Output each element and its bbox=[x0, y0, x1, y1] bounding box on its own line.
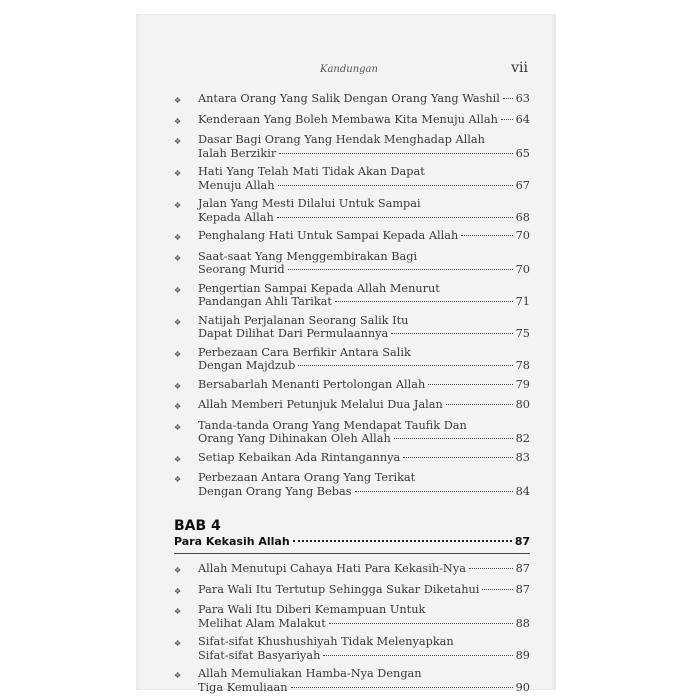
toc-entry bbox=[174, 282, 530, 309]
diamond-bullet-icon: ❖ bbox=[174, 96, 182, 105]
toc-entry-title: Melihat Alam Malakut bbox=[198, 616, 326, 630]
dot-leader bbox=[503, 98, 513, 99]
toc-entry bbox=[174, 133, 530, 160]
toc-entry-line bbox=[198, 617, 530, 631]
toc-entry-title: Allah Memberi Petunjuk Melalui Dua Jalan bbox=[198, 398, 443, 411]
toc-entry-text bbox=[198, 667, 530, 694]
toc-page-number: 78 bbox=[515, 359, 530, 372]
toc-entry-title: Para Wali Itu Tertutup Sehingga Sukar Diketahui bbox=[198, 582, 480, 596]
toc-page-number: 88 bbox=[515, 616, 530, 630]
toc-entry bbox=[174, 346, 530, 373]
toc-entry-text bbox=[198, 282, 530, 309]
toc-entry-line bbox=[198, 263, 530, 277]
dot-leader bbox=[461, 235, 512, 236]
toc-entry-text bbox=[198, 451, 530, 465]
dot-leader bbox=[291, 687, 513, 688]
toc-entry-line bbox=[198, 562, 530, 576]
toc-entry bbox=[174, 667, 530, 694]
toc-entry bbox=[174, 419, 530, 446]
toc-entry-line bbox=[198, 327, 530, 341]
dot-leader bbox=[391, 333, 512, 334]
toc-entry-line bbox=[198, 649, 530, 663]
diamond-bullet-icon: ❖ bbox=[174, 116, 182, 126]
toc-entry-title: Orang Yang Dihinakan Oleh Allah bbox=[198, 432, 391, 445]
toc-entry-text bbox=[198, 92, 530, 106]
diamond-bullet-icon: ❖ bbox=[174, 639, 182, 648]
dot-leader bbox=[298, 365, 512, 366]
running-title: Kandungan bbox=[320, 64, 378, 75]
toc-entry-title: Sifat-sifat Basyariyah bbox=[198, 648, 321, 662]
toc-entry bbox=[174, 603, 530, 630]
dot-leader bbox=[279, 153, 512, 154]
toc-entry bbox=[174, 197, 530, 224]
toc-entry-title: Dengan Orang Yang Bebas bbox=[198, 484, 352, 498]
dot-leader bbox=[469, 568, 513, 569]
toc-entry-title: Antara Orang Yang Salik Dengan Orang Yang Washil bbox=[198, 92, 500, 105]
toc-page-number: 80 bbox=[515, 398, 530, 411]
toc-list-bab-3 bbox=[174, 92, 530, 498]
toc-page-number: 65 bbox=[515, 146, 530, 160]
diamond-bullet-icon: ❖ bbox=[174, 607, 182, 616]
dot-leader bbox=[329, 623, 513, 624]
toc-entry-line bbox=[198, 603, 530, 617]
dot-leader bbox=[428, 384, 512, 385]
toc-entry-title: Dapat Dilihat Dari Permulaannya bbox=[198, 327, 389, 340]
diamond-bullet-icon: ❖ bbox=[174, 137, 182, 146]
toc-entry-line bbox=[198, 359, 530, 373]
toc-page-number: 82 bbox=[515, 432, 530, 445]
dot-leader bbox=[355, 491, 513, 492]
diamond-bullet-icon: ❖ bbox=[174, 233, 182, 242]
dot-leader bbox=[482, 589, 512, 590]
toc-entry bbox=[174, 583, 530, 599]
toc-entry-line bbox=[198, 378, 530, 392]
toc-entry-line bbox=[198, 250, 530, 264]
toc-page-number: 87 bbox=[515, 582, 530, 596]
toc-entry-title: Hati Yang Telah Mati Tidak Akan Dapat bbox=[198, 165, 425, 178]
toc-entry-text bbox=[198, 471, 530, 498]
toc-entry-line bbox=[198, 211, 530, 225]
dot-leader bbox=[394, 438, 513, 439]
toc-entry bbox=[174, 451, 530, 467]
toc-page-number: 68 bbox=[515, 210, 530, 224]
toc-entry-title: Bersabarlah Menanti Pertolongan Allah bbox=[198, 377, 426, 391]
toc-page-number: 70 bbox=[515, 229, 530, 242]
table-of-contents bbox=[174, 92, 530, 699]
toc-entry-text bbox=[198, 346, 530, 373]
toc-page-number: 83 bbox=[515, 450, 530, 464]
toc-entry-line bbox=[198, 419, 530, 433]
toc-entry-title: Dasar Bagi Orang Yang Hendak Menghadap Allah bbox=[198, 133, 485, 146]
toc-page-number: 90 bbox=[515, 680, 530, 694]
toc-entry-title: Allah Menutupi Cahaya Hati Para Kekasih-Nya bbox=[198, 562, 466, 575]
toc-entry-title: Seorang Murid bbox=[198, 263, 285, 276]
toc-entry-line bbox=[198, 179, 530, 193]
toc-entry-title: Kepada Allah bbox=[198, 210, 274, 224]
toc-entry-title: Natijah Perjalanan Seorang Salik Itu bbox=[198, 313, 409, 327]
dot-leader bbox=[323, 655, 512, 656]
toc-page-number: 70 bbox=[515, 263, 530, 276]
toc-entry-title: Tanda-tanda Orang Yang Mendapat Taufik Dan bbox=[198, 418, 467, 432]
diamond-bullet-icon: ❖ bbox=[174, 402, 182, 411]
diamond-bullet-icon: ❖ bbox=[174, 381, 182, 391]
diamond-bullet-icon: ❖ bbox=[174, 422, 182, 432]
toc-entry-title: Sifat-sifat Khushushiyah Tidak Melenyapkan bbox=[198, 635, 454, 648]
toc-entry-title: Dengan Majdzub bbox=[198, 359, 296, 372]
toc-entry-text bbox=[198, 165, 530, 192]
toc-entry-text bbox=[198, 113, 530, 127]
toc-entry-title: Ialah Berzikir bbox=[198, 146, 277, 160]
toc-entry-line bbox=[198, 667, 530, 681]
toc-entry-title: Perbezaan Antara Orang Yang Terikat bbox=[198, 471, 416, 484]
toc-entry-text bbox=[198, 603, 530, 630]
toc-entry-title: Penghalang Hati Untuk Sampai Kepada Allah bbox=[198, 229, 459, 242]
toc-entry bbox=[174, 314, 530, 341]
diamond-bullet-icon: ❖ bbox=[174, 566, 182, 575]
diamond-bullet-icon: ❖ bbox=[174, 201, 182, 210]
toc-entry-line bbox=[198, 471, 530, 485]
toc-entry-line bbox=[198, 282, 530, 296]
toc-entry-line bbox=[198, 314, 530, 328]
toc-page-number: 87 bbox=[515, 562, 530, 575]
toc-entry bbox=[174, 398, 530, 414]
toc-entry-text bbox=[198, 378, 530, 392]
toc-entry bbox=[174, 562, 530, 578]
dot-leader bbox=[277, 217, 513, 218]
toc-entry-line bbox=[198, 133, 530, 147]
toc-entry-line bbox=[198, 485, 530, 499]
toc-entry bbox=[174, 471, 530, 498]
toc-entry-title: Tiga Kemuliaan bbox=[198, 680, 288, 694]
chapter-title: Para Kekasih Allah bbox=[174, 535, 290, 548]
diamond-bullet-icon: ❖ bbox=[174, 454, 182, 464]
toc-entry-line bbox=[198, 229, 530, 243]
diamond-bullet-icon: ❖ bbox=[174, 349, 182, 359]
page-header bbox=[136, 60, 556, 80]
toc-entry-line bbox=[198, 113, 530, 127]
diamond-bullet-icon: ❖ bbox=[174, 586, 182, 596]
toc-entry-line bbox=[198, 451, 530, 465]
toc-entry-line bbox=[198, 681, 530, 695]
diamond-bullet-icon: ❖ bbox=[174, 285, 182, 295]
diamond-bullet-icon: ❖ bbox=[174, 253, 182, 263]
dot-leader bbox=[288, 269, 513, 270]
toc-entry-line bbox=[198, 635, 530, 649]
chapter-page-number: 87 bbox=[514, 535, 530, 548]
dot-leader bbox=[403, 457, 512, 458]
toc-page-number: 63 bbox=[515, 92, 530, 105]
dot-leader bbox=[446, 404, 513, 405]
toc-entry-title: Pengertian Sampai Kepada Allah Menurut bbox=[198, 281, 440, 295]
toc-page-number: 79 bbox=[515, 377, 530, 391]
page-number: vii bbox=[511, 60, 528, 76]
toc-entry-line bbox=[198, 92, 530, 106]
chapter-heading: BAB 4 bbox=[174, 518, 221, 534]
toc-entry bbox=[174, 113, 530, 129]
toc-entry-text bbox=[198, 635, 530, 662]
toc-entry-text bbox=[198, 398, 530, 412]
dot-leader bbox=[278, 185, 513, 186]
toc-page-number: 71 bbox=[515, 295, 530, 308]
toc-entry-title: Menuju Allah bbox=[198, 178, 275, 192]
toc-entry-title: Allah Memuliakan Hamba-Nya Dengan bbox=[198, 667, 422, 680]
toc-entry bbox=[174, 165, 530, 192]
toc-page-number: 84 bbox=[515, 484, 530, 498]
toc-entry-line bbox=[198, 398, 530, 412]
toc-entry-line bbox=[198, 583, 530, 597]
toc-entry-text bbox=[198, 314, 530, 341]
toc-entry bbox=[174, 250, 530, 277]
toc-entry-title: Setiap Kebaikan Ada Rintangannya bbox=[198, 450, 401, 464]
toc-page-number: 64 bbox=[515, 112, 530, 126]
toc-entry bbox=[174, 229, 530, 245]
diamond-bullet-icon: ❖ bbox=[174, 169, 182, 178]
toc-entry-text bbox=[198, 419, 530, 446]
toc-list-bab-4 bbox=[174, 562, 530, 694]
toc-page-number: 67 bbox=[515, 178, 530, 192]
toc-entry-line bbox=[198, 432, 530, 446]
dot-leader bbox=[293, 540, 512, 542]
toc-entry-text bbox=[198, 583, 530, 597]
toc-page-number: 89 bbox=[515, 648, 530, 662]
diamond-bullet-icon: ❖ bbox=[174, 317, 182, 327]
diamond-bullet-icon: ❖ bbox=[174, 671, 182, 680]
dot-leader bbox=[335, 301, 513, 302]
toc-entry-title: Pandangan Ahli Tarikat bbox=[198, 295, 332, 308]
toc-entry-title: Jalan Yang Mesti Dilalui Untuk Sampai bbox=[198, 197, 421, 210]
toc-entry bbox=[174, 378, 530, 394]
toc-entry-text bbox=[198, 197, 530, 224]
chapter-title-row bbox=[174, 535, 530, 554]
toc-entry-line bbox=[198, 147, 530, 161]
toc-entry-text bbox=[198, 562, 530, 576]
toc-entry-title: Perbezaan Cara Berfikir Antara Salik bbox=[198, 345, 411, 359]
toc-entry-title: Kenderaan Yang Boleh Membawa Kita Menuju Allah bbox=[198, 112, 498, 126]
toc-entry-title: Saat-saat Yang Menggembirakan Bagi bbox=[198, 249, 418, 263]
book-page bbox=[136, 14, 556, 694]
toc-entry-text bbox=[198, 250, 530, 277]
dot-leader bbox=[501, 119, 513, 120]
toc-entry-line bbox=[198, 197, 530, 211]
toc-entry-text bbox=[198, 133, 530, 160]
toc-entry bbox=[174, 92, 530, 108]
toc-entry-line bbox=[198, 295, 530, 309]
toc-entry bbox=[174, 635, 530, 662]
diamond-bullet-icon: ❖ bbox=[174, 475, 182, 484]
toc-entry-line bbox=[198, 165, 530, 179]
toc-page-number: 75 bbox=[515, 327, 530, 340]
toc-entry-line bbox=[198, 346, 530, 360]
toc-entry-title: Para Wali Itu Diberi Kemampuan Untuk bbox=[198, 603, 426, 616]
toc-entry-text bbox=[198, 229, 530, 243]
